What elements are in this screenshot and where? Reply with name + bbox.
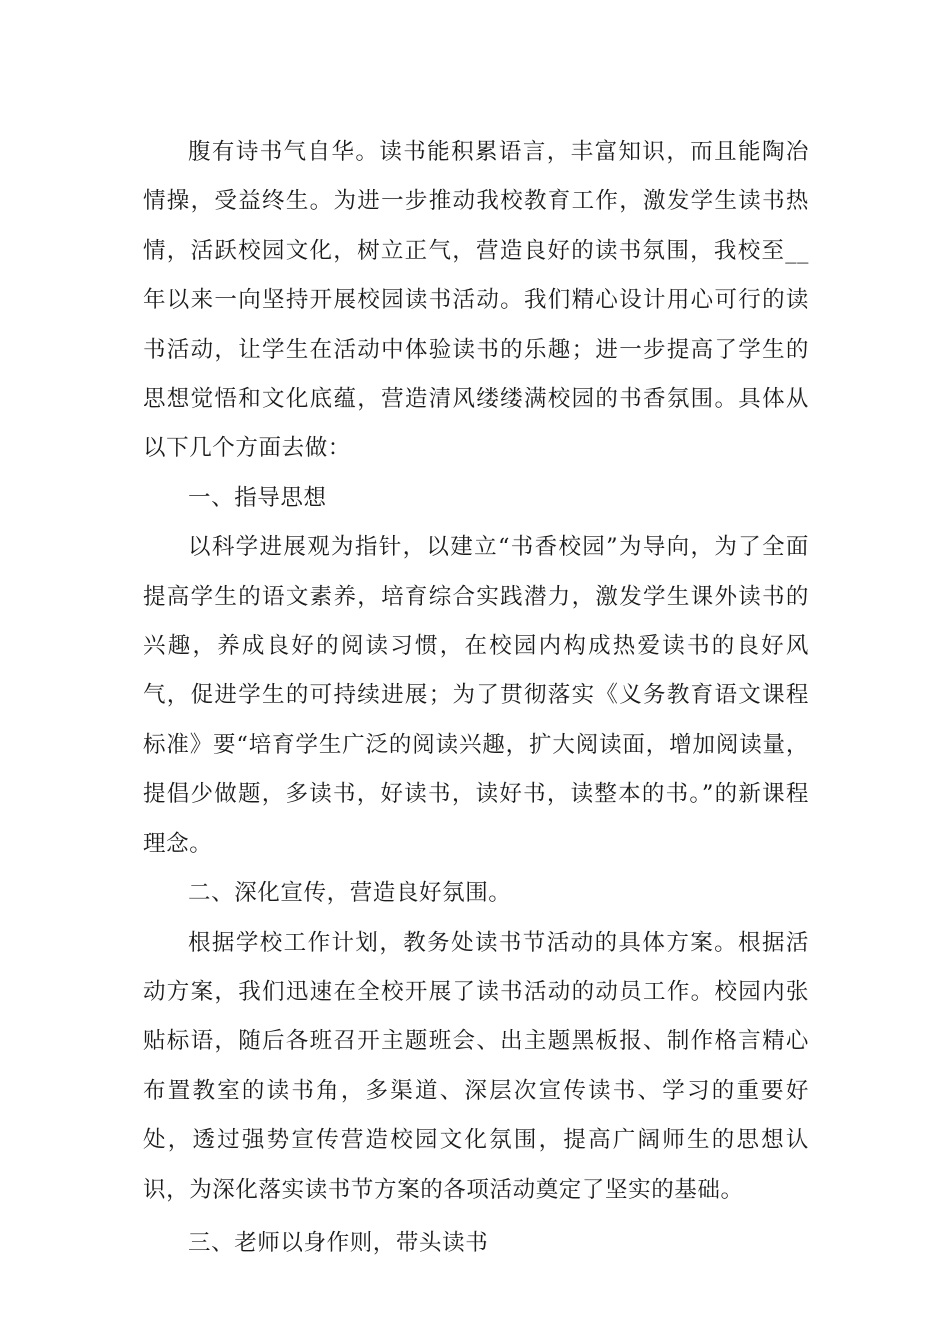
guiding-ideology-paragraph: 以科学进展观为指针，以建立“书香校园”为导向，为了全面提高学生的语文素养，培育综合实践潜力，激发学生课外读书的兴趣，养成良好的阅读习惯，在校园内构成热爱读书的良好风气，促进学生的可持续进展；为了贯彻落实《义务教育语文课程标准》要“培育学生广泛的阅读兴趣，扩大阅读面，增加阅读量，提倡少做题，多读书，好读书，读好书，读整本的书。”的新课程理念。 — [143, 534, 809, 857]
intro-paragraph: 腹有诗书气自华。读书能积累语言，丰富知识，而且能陶冶情操，受益终生。为进一步推动我校教育工作，激发学生读书热情，活跃校园文化，树立正气，营造良好的读书氛围，我校至__年以来一向坚持开展校园读书活动。我们精心设计用心可行的读书活动，让学生在活动中体验读书的乐趣；进一步提高了学生的思想觉悟和文化底蕴，营造清风缕缕满校园的书香氛围。具体从以下几个方面去做： — [143, 139, 809, 462]
section-heading-publicity: 二、深化宣传，营造良好氛围。 — [188, 880, 512, 907]
section-heading-teachers-lead: 三、老师以身作则，带头读书 — [188, 1229, 489, 1256]
section-heading-guiding-ideology: 一、指导思想 — [188, 484, 327, 511]
publicity-paragraph: 根据学校工作计划，教务处读书节活动的具体方案。根据活动方案，我们迅速在全校开展了读书活动的动员工作。校园内张贴标语，随后各班召开主题班会、出主题黑板报、制作格言精心布置教室的读书角，多渠道、深层次宣传读书、学习的重要好处，透过强势宣传营造校园文化氛围，提高广阔师生的思想认识，为深化落实读书节方案的各项活动奠定了坚实的基础。 — [143, 929, 809, 1203]
document-body — [143, 128, 809, 1268]
